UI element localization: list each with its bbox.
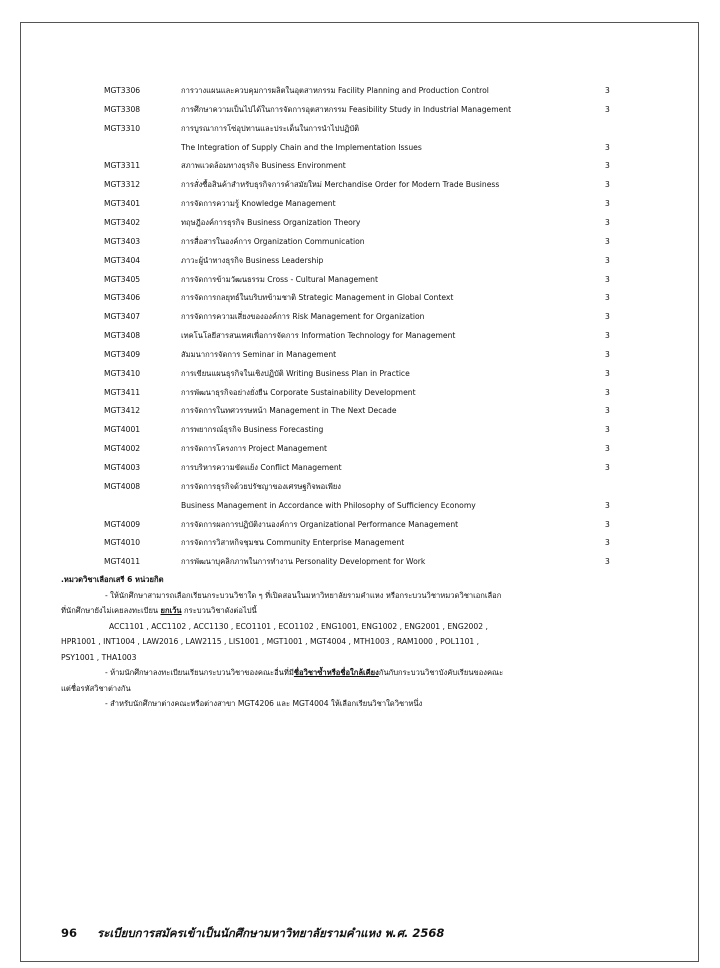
course-title: ภาวะผู้นำทางธุรกิจ Business Leadership [181,255,324,265]
excluded-courses-line-1: ACC1101 , ACC1102 , ACC1130 , ECO1101 , ECO1102 , ENG1001, ENG1002 , ENG2001 , ENG2002 , [109,621,488,631]
course-code: MGT4010 [104,538,141,548]
except-emphasis: ยกเว้น [160,606,182,615]
duplicate-name-emphasis: ชื่อวิชาซ้ำหรือชื่อใกล้เคียง [293,668,379,677]
course-title: การสื่อสารในองค์การ Organization Communication [181,236,365,246]
course-code: MGT3409 [104,349,141,359]
course-code: MGT3408 [104,331,141,341]
course-title: การพัฒนาธุรกิจอย่างยั่งยืน Corporate Sustainability Development [181,387,416,397]
course-title: การจัดการความเสี่ยงขององค์การ Risk Management for Organization [181,312,425,322]
course-title: การจัดการข้ามวัฒนธรรม Cross - Cultural Management [181,274,378,284]
course-title: เทคโนโลยีสารสนเทศเพื่อการจัดการ Information Technology for Management [181,331,456,341]
course-code: MGT3406 [104,293,141,303]
course-title: The Integration of Supply Chain and the Implementation Issues [181,142,422,152]
course-credits: 3 [605,274,610,284]
course-code: MGT3403 [104,236,141,246]
course-title: การจัดการผลการปฏิบัติงานองค์การ Organizational Performance Management [181,519,459,529]
course-code: MGT3401 [104,199,141,209]
course-title: การบูรณาการโซ่อุปทานและประเด็นในการนำไปปฏิบัติ [181,123,360,133]
elective-paragraph-1: - ให้นักศึกษาสามารถเลือกเรียนกระบวนวิชาใด ๆ ที่เปิดสอนในมหาวิทยาลัยรามคำแหง หรือกระบวนวิชาหมวดวิชาเอกเลือก [105,590,502,600]
elective-section: .หมวดวิชาเลือกเสรี 6 หน่วยกิต - ให้นักศึกษาสามารถเลือกเรียนกระบวนวิชาใด ๆ ที่เปิดสอนในมหาวิทยาลัยรามคำแหง หรือกระบวนวิชาหมวดวิชาเอกเลือก ที่นักศึกษายังไม่เคยลงทะเบียน ยกเว้น กระบวนวิชาดังต่อไปนี้ ACC1101 , ACC1102 , ACC1130 , ECO1101 , ECO1102 , ENG1001, ENG1002 , ENG2001 , ENG2002 , HPR1001 , INT1004 , LAW2016 , LAW2115 , LIS1001 , MGT1001 , MGT4004 , MTH1003 , RAM1000 , POL1101 , PSY1001 , THA1003 - ห้ามนักศึกษาลงทะเบียนเรียนกระบวนวิชาของคณะอื่นที่มีชื่อวิชาซ้ำหรือชื่อใกล้เคียงกันกับกระบวนวิชาบังคับเรียนของคณะ แต่ชื่อรหัสวิชาต่างกัน - สำหรับนักศึกษาต่างคณะหรือต่างสาขา MGT4206 และ MGT4004 ให้เลือกเรียนวิชาใดวิชาหนึ่ง [61,572,671,712]
course-code: MGT3308 [104,104,141,114]
course-code: MGT3407 [104,312,141,322]
elective-paragraph-3: - สำหรับนักศึกษาต่างคณะหรือต่างสาขา MGT4206 และ MGT4004 ให้เลือกเรียนวิชาใดวิชาหนึ่ง [105,699,423,708]
course-code: MGT3312 [104,180,141,190]
course-title: การจัดการธุรกิจด้วยปรัชญาของเศรษฐกิจพอเพียง [181,481,341,491]
course-credits: 3 [605,406,610,416]
course-credits: 3 [605,463,610,472]
course-credits: 3 [605,255,610,265]
course-code: MGT4009 [104,519,141,529]
course-credits: 3 [605,349,610,359]
course-title: การจัดการวิสาหกิจชุมชน Community Enterprise Management [181,538,405,548]
course-credits: 3 [605,199,610,209]
course-title: ทฤษฎีองค์การธุรกิจ Business Organization Theory [181,217,361,227]
course-credits: 3 [605,217,610,227]
course-title: การพัฒนาบุคลิกภาพในการทำงาน Personality Development for Work [181,557,426,567]
course-credits: 3 [605,387,610,397]
elective-heading: .หมวดวิชาเลือกเสรี 6 หน่วยกิต [61,575,164,584]
course-code: MGT4001 [104,425,141,435]
course-credits: 3 [605,425,610,435]
course-code: MGT3410 [104,368,141,378]
course-credits: 3 [605,293,610,303]
course-credits: 3 [605,331,610,341]
course-title: การจัดการในทศวรรษหน้า Management in The Next Decade [181,406,397,416]
footer-title: ระเบียบการสมัครเข้าเป็นนักศึกษามหาวิทยาลัยรามคำแหง พ.ศ. 2568 [97,926,445,940]
course-credits: 3 [605,161,610,171]
course-title: การวางแผนและควบคุมการผลิตในอุตสาหกรรม Facility Planning and Production Control [181,86,489,95]
page-footer [61,925,444,943]
course-credits: 3 [605,538,610,548]
course-code: MGT3310 [104,123,141,133]
course-credits: 3 [605,86,610,95]
course-credits: 3 [605,368,610,378]
course-code: MGT3402 [104,217,141,227]
course-code: MGT3405 [104,274,141,284]
course-code: MGT4008 [104,481,141,491]
elective-paragraph-2: - ห้ามนักศึกษาลงทะเบียนเรียนกระบวนวิชาของคณะอื่นที่มีชื่อวิชาซ้ำหรือชื่อใกล้เคียงกันกับกระบวนวิชาบังคับเรียนของคณะ [105,668,504,677]
course-title: การจัดการความรู้ Knowledge Management [181,199,336,209]
course-code: MGT3311 [104,161,141,171]
excluded-courses-line-3: PSY1001 , THA1003 [61,652,137,662]
course-title: การพยากรณ์ธุรกิจ Business Forecasting [181,425,324,435]
course-code: MGT3404 [104,255,141,265]
course-code: MGT3412 [104,406,141,416]
course-code: MGT4011 [104,557,141,567]
course-credits: 3 [605,444,610,454]
course-credits: 3 [605,312,610,322]
course-title: การบริหารความขัดแย้ง Conflict Management [181,463,342,472]
course-title: การสั่งซื้อสินค้าสำหรับธุรกิจการค้าสมัยใหม่ Merchandise Order for Modern Trade Business [181,180,500,190]
course-credits: 3 [605,104,610,114]
page-number: 96 [61,926,78,940]
course-title: การจัดการโครงการ Project Management [181,444,327,454]
course-title: สัมมนาการจัดการ Seminar in Management [181,349,337,359]
course-title: สภาพแวดล้อมทางธุรกิจ Business Environment [181,161,346,171]
course-credits: 3 [605,500,610,510]
course-title: การเขียนแผนธุรกิจในเชิงปฏิบัติ Writing Business Plan in Practice [181,368,410,378]
course-credits: 3 [605,142,610,152]
course-title: Business Management in Accordance with Philosophy of Sufficiency Economy [181,500,476,510]
course-credits: 3 [605,557,610,567]
course-code: MGT4002 [104,444,141,454]
course-code: MGT4003 [104,463,141,472]
course-title: การจัดการกลยุทธ์ในบริบทข้ามชาติ Strategic Management in Global Context [181,293,454,303]
course-credits: 3 [605,180,610,190]
course-credits: 3 [605,519,610,529]
excluded-courses-line-2: HPR1001 , INT1004 , LAW2016 , LAW2115 , LIS1001 , MGT1001 , MGT4004 , MTH1003 , RAM1000 , POL1101 , [61,637,480,646]
course-code: MGT3411 [104,387,141,397]
course-title: การศึกษาความเป็นไปได้ในการจัดการอุตสาหกรรม Feasibility Study in Industrial Management [181,104,512,114]
course-code: MGT3306 [104,86,141,95]
course-credits: 3 [605,236,610,246]
